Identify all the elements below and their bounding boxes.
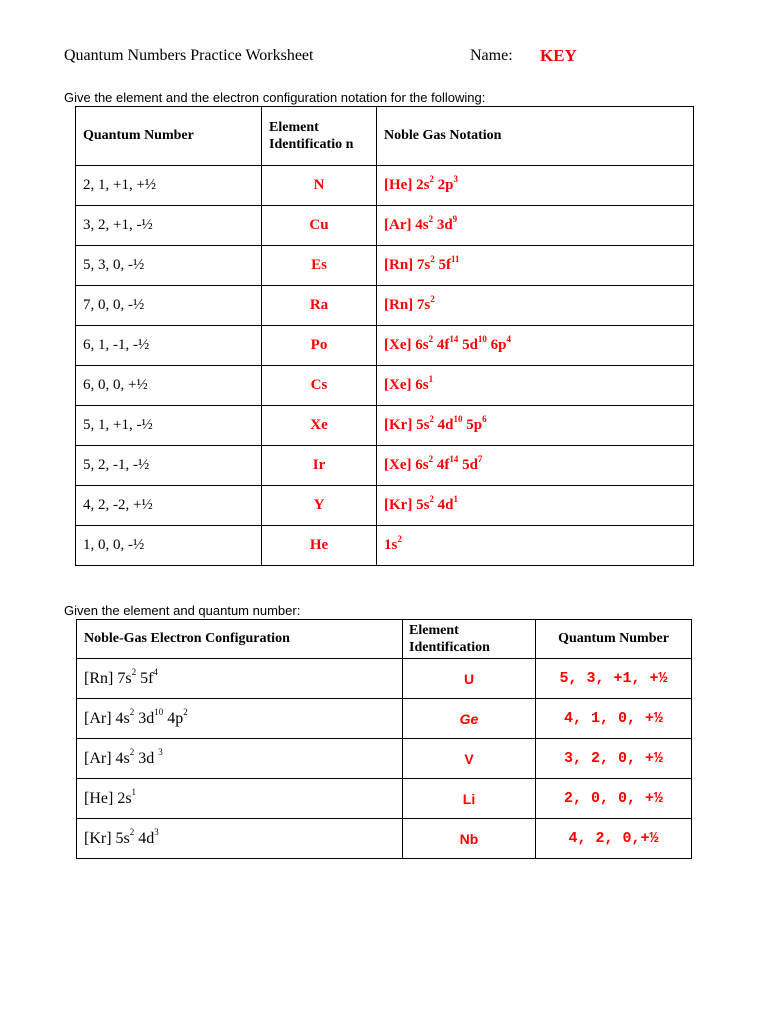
config-superscript: 2	[429, 494, 434, 504]
element-cell: Es	[262, 246, 377, 286]
table-row	[76, 326, 694, 366]
config-orbital: [Xe] 6s	[384, 377, 429, 393]
element-cell: Cs	[262, 366, 377, 406]
config-superscript: 2	[131, 667, 137, 678]
noble-gas-notation-cell	[377, 326, 694, 366]
config-superscript: 10	[453, 414, 463, 424]
config-orbital: 3d	[433, 217, 453, 233]
config-superscript: 1	[453, 494, 458, 504]
config-superscript: 9	[452, 214, 458, 224]
config-superscript: 2	[428, 214, 434, 224]
config-superscript: 2	[430, 254, 435, 264]
config-orbital: [Ar] 4s	[384, 217, 429, 233]
config-superscript: 11	[451, 254, 460, 264]
config-orbital: [He] 2s	[384, 177, 430, 193]
config-orbital: [Ar] 4s	[84, 709, 130, 727]
config-orbital: 4f	[433, 337, 450, 353]
table-row	[76, 446, 694, 486]
section1-instruction: Give the element and the electron configuration notation for the following:	[64, 90, 486, 105]
element-cell: Ir	[262, 446, 377, 486]
config-superscript: 3	[154, 827, 159, 838]
worksheet-title: Quantum Numbers Practice Worksheet	[64, 47, 314, 64]
quantum-number-cell: 4, 1, 0, +½	[536, 699, 692, 739]
element-cell: N	[262, 166, 377, 206]
table-header-row	[76, 107, 694, 166]
element-cell: U	[403, 659, 536, 699]
config-superscript: 14	[449, 454, 459, 464]
header-quantum-number: Quantum Number	[76, 107, 262, 166]
noble-gas-notation-cell	[377, 486, 694, 526]
element-cell: Cu	[262, 206, 377, 246]
noble-gas-notation-cell	[377, 286, 694, 326]
config-orbital: 5f	[434, 257, 452, 273]
table-row	[77, 699, 692, 739]
config-orbital: 4p	[163, 709, 184, 727]
config-superscript: 3	[158, 747, 163, 758]
name-value: KEY	[540, 46, 577, 65]
table-row	[76, 246, 694, 286]
config-orbital: [He] 2s	[84, 789, 132, 807]
config-superscript: 4	[506, 334, 512, 344]
quantum-number-cell: 4, 2, -2, +½	[76, 486, 262, 526]
quantum-number-cell: 2, 1, +1, +½	[76, 166, 262, 206]
table-row	[77, 819, 692, 859]
table-row	[76, 526, 694, 566]
quantum-number-cell: 6, 1, -1, -½	[76, 326, 262, 366]
config-orbital: [Rn] 7s	[384, 297, 431, 313]
noble-gas-notation-cell	[377, 446, 694, 486]
element-cell: Po	[262, 326, 377, 366]
quantum-number-cell: 7, 0, 0, -½	[76, 286, 262, 326]
config-superscript: 4	[153, 667, 158, 678]
header-noble-gas-configuration: Noble-Gas Electron Configuration	[77, 620, 403, 659]
config-superscript: 2	[428, 454, 434, 464]
config-orbital: 5f	[136, 669, 154, 687]
config-orbital: [Rn] 7s	[384, 257, 431, 273]
header-noble-gas-notation: Noble Gas Notation	[377, 107, 694, 166]
electron-configuration-cell	[77, 779, 403, 819]
quantum-number-cell: 2, 0, 0, +½	[536, 779, 692, 819]
table-row	[76, 286, 694, 326]
quantum-number-cell: 3, 2, +1, -½	[76, 206, 262, 246]
element-cell: Li	[403, 779, 536, 819]
table-row	[76, 166, 694, 206]
config-superscript: 6	[482, 414, 487, 424]
quantum-number-cell: 6, 0, 0, +½	[76, 366, 262, 406]
config-orbital: 6p	[486, 337, 507, 353]
element-cell: V	[403, 739, 536, 779]
config-orbital: [Xe] 6s	[384, 337, 429, 353]
quantum-number-cell: 1, 0, 0, -½	[76, 526, 262, 566]
section2-instruction: Given the element and quantum number:	[64, 603, 301, 618]
quantum-number-cell: 5, 3, +1, +½	[536, 659, 692, 699]
element-cell: Ra	[262, 286, 377, 326]
config-orbital: 4d	[134, 829, 155, 847]
config-orbital: 4d	[433, 417, 454, 433]
config-superscript: 2	[429, 414, 434, 424]
noble-gas-notation-cell	[377, 206, 694, 246]
element-cell: Nb	[403, 819, 536, 859]
table-header-row	[77, 620, 692, 659]
header-element-identification: Element Identification	[403, 620, 536, 659]
config-orbital: [Kr] 5s	[84, 829, 130, 847]
config-superscript: 2	[129, 707, 135, 718]
noble-gas-notation-cell	[377, 406, 694, 446]
table-row	[77, 659, 692, 699]
config-superscript: 10	[154, 707, 164, 718]
element-cell: Y	[262, 486, 377, 526]
quantum-number-cell: 5, 2, -1, -½	[76, 446, 262, 486]
config-superscript: 10	[477, 334, 487, 344]
quantum-number-cell: 4, 2, 0,+½	[536, 819, 692, 859]
electron-configuration-cell	[77, 659, 403, 699]
element-identification-table	[75, 106, 694, 566]
config-orbital: [Rn] 7s	[84, 669, 132, 687]
electron-configuration-cell	[77, 819, 403, 859]
noble-gas-notation-cell	[377, 366, 694, 406]
electron-configuration-cell	[77, 699, 403, 739]
name-label: Name:	[470, 47, 513, 64]
config-orbital: [Kr] 5s	[384, 497, 430, 513]
config-orbital: 4d	[433, 497, 454, 513]
config-superscript: 14	[449, 334, 459, 344]
quantum-number-table	[76, 619, 692, 859]
quantum-number-cell: 3, 2, 0, +½	[536, 739, 692, 779]
config-orbital: [Kr] 5s	[384, 417, 430, 433]
config-superscript: 2	[129, 747, 135, 758]
config-orbital: [Ar] 4s	[84, 749, 130, 767]
noble-gas-notation-cell	[377, 166, 694, 206]
element-cell: Xe	[262, 406, 377, 446]
config-orbital: 1s	[384, 537, 398, 553]
table-row	[76, 486, 694, 526]
config-superscript: 1	[428, 374, 434, 384]
table-row	[76, 206, 694, 246]
element-cell: He	[262, 526, 377, 566]
config-orbital: [Xe] 6s	[384, 457, 429, 473]
config-orbital: 5d	[458, 337, 478, 353]
config-superscript: 2	[429, 174, 434, 184]
config-superscript: 2	[129, 827, 135, 838]
config-superscript: 1	[131, 787, 137, 798]
config-orbital: 3d	[134, 709, 155, 727]
config-orbital: 3d	[134, 749, 159, 767]
config-superscript: 2	[430, 294, 435, 304]
table-row	[76, 366, 694, 406]
element-cell: Ge	[403, 699, 536, 739]
config-superscript: 2	[428, 334, 434, 344]
quantum-number-cell: 5, 3, 0, -½	[76, 246, 262, 286]
config-superscript: 2	[397, 534, 402, 544]
config-orbital: 5d	[458, 457, 478, 473]
header-element-identification: Element Identificatio n	[262, 107, 377, 166]
config-orbital: 2p	[433, 177, 454, 193]
header-quantum-number: Quantum Number	[536, 620, 692, 659]
config-superscript: 7	[477, 454, 483, 464]
noble-gas-notation-cell	[377, 246, 694, 286]
electron-configuration-cell	[77, 739, 403, 779]
config-superscript: 3	[453, 174, 458, 184]
table-row	[76, 406, 694, 446]
config-orbital: 4f	[433, 457, 450, 473]
table-row	[77, 779, 692, 819]
quantum-number-cell: 5, 1, +1, -½	[76, 406, 262, 446]
table-row	[77, 739, 692, 779]
config-orbital: 5p	[462, 417, 483, 433]
noble-gas-notation-cell	[377, 526, 694, 566]
config-superscript: 2	[183, 707, 188, 718]
